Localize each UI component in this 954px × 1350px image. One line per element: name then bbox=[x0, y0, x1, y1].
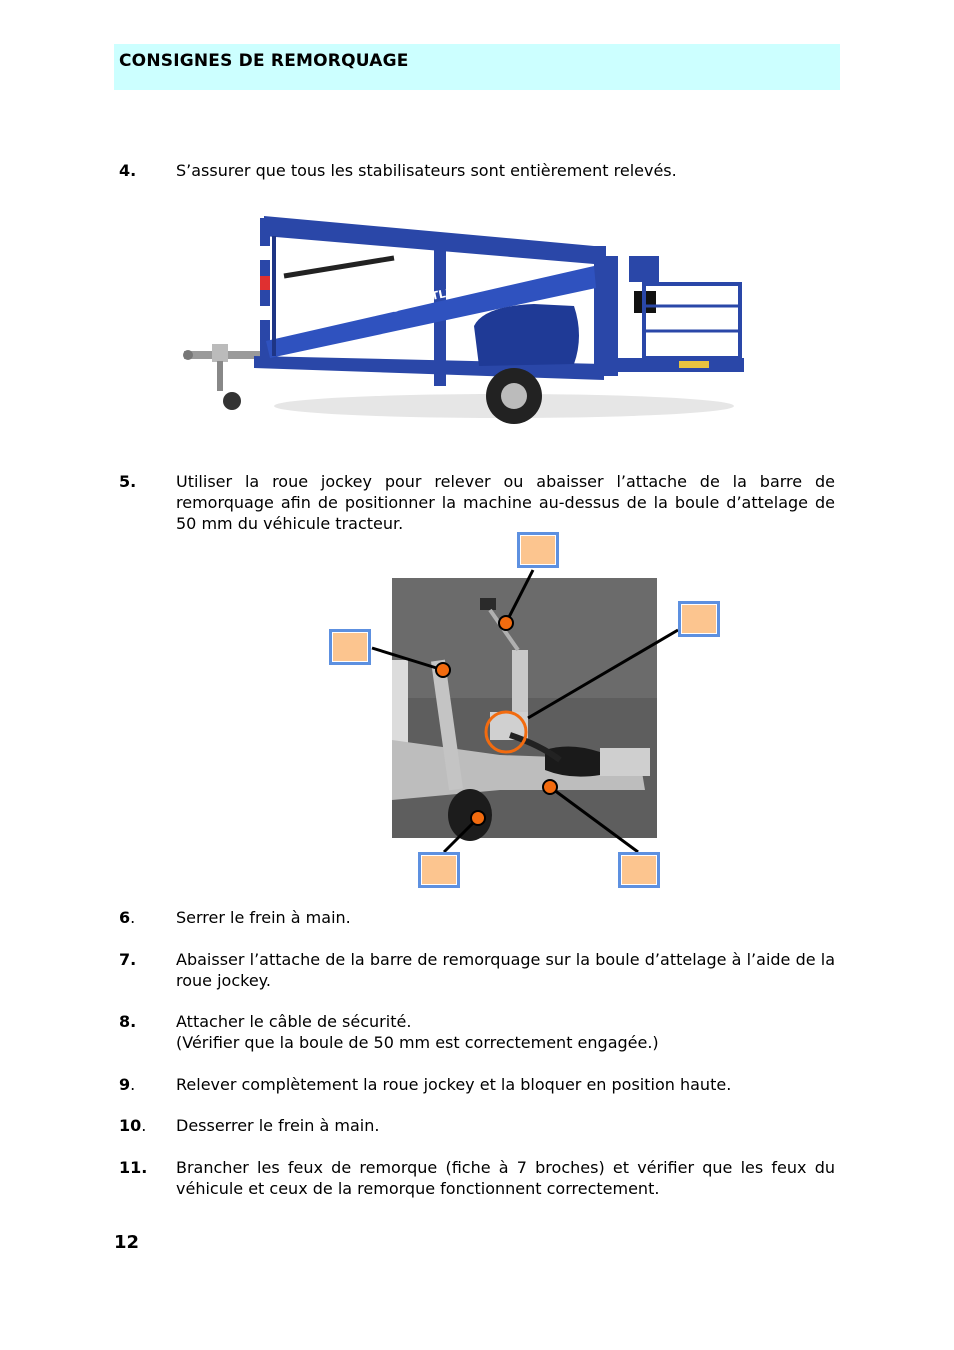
step-text: Attacher le câble de sécurité. bbox=[176, 1012, 412, 1031]
section-title: CONSIGNES DE REMORQUAGE bbox=[119, 51, 409, 71]
step-text: Abaisser l’attache de la barre de remorquage sur la boule d’attelage à l’aide de la roue jockey. bbox=[176, 950, 835, 990]
machine-brand-label: UpRight bbox=[361, 295, 414, 319]
step-number: 10 bbox=[119, 1116, 142, 1135]
step-number: 7. bbox=[119, 950, 137, 969]
page-number: 12 bbox=[114, 1232, 140, 1253]
step-text: S’assurer que tous les stabilisateurs sont entièrement relevés. bbox=[176, 161, 677, 180]
step-number: 4. bbox=[119, 161, 137, 180]
step-text: Serrer le frein à main. bbox=[176, 908, 351, 927]
step-note: (Vérifier que la boule de 50 mm est correctement engagée.) bbox=[176, 1033, 659, 1052]
step-text: Desserrer le frein à main. bbox=[176, 1116, 380, 1135]
step-text: Relever complètement la roue jockey et la bloquer en position haute. bbox=[176, 1075, 732, 1094]
step-number: 9 bbox=[119, 1075, 131, 1094]
callout-label-box-jockey-handle bbox=[517, 532, 559, 568]
machine-model-label: TL37 bbox=[429, 284, 462, 303]
callout-dot bbox=[499, 616, 513, 630]
step-number: 6 bbox=[119, 908, 131, 927]
callout-dot bbox=[436, 663, 450, 677]
callout-label-box-handbrake bbox=[329, 629, 371, 665]
callout-label-box-jockey-wheel bbox=[418, 852, 460, 888]
step-number: 5. bbox=[119, 472, 137, 491]
callout-dot bbox=[543, 780, 557, 794]
callout-label-box-plug bbox=[678, 601, 720, 637]
callout-label-box-safety-cable bbox=[618, 852, 660, 888]
step-number: 8. bbox=[119, 1012, 137, 1031]
step-text: Brancher les feux de remorque (fiche à 7 broches) et vérifier que les feux du véhicule et ceux de la remorque fonctionnent correctement. bbox=[176, 1158, 835, 1198]
hitch-photo bbox=[392, 578, 657, 841]
callout-dot bbox=[471, 811, 485, 825]
step-text: Utiliser la roue jockey pour relever ou abaisser l’attache de la barre de remorquage afin de positionner la machine au-dessus de la boule d’attelage de 50 mm du véhicule tracteur. bbox=[176, 472, 835, 533]
step-number: 11. bbox=[119, 1158, 148, 1177]
